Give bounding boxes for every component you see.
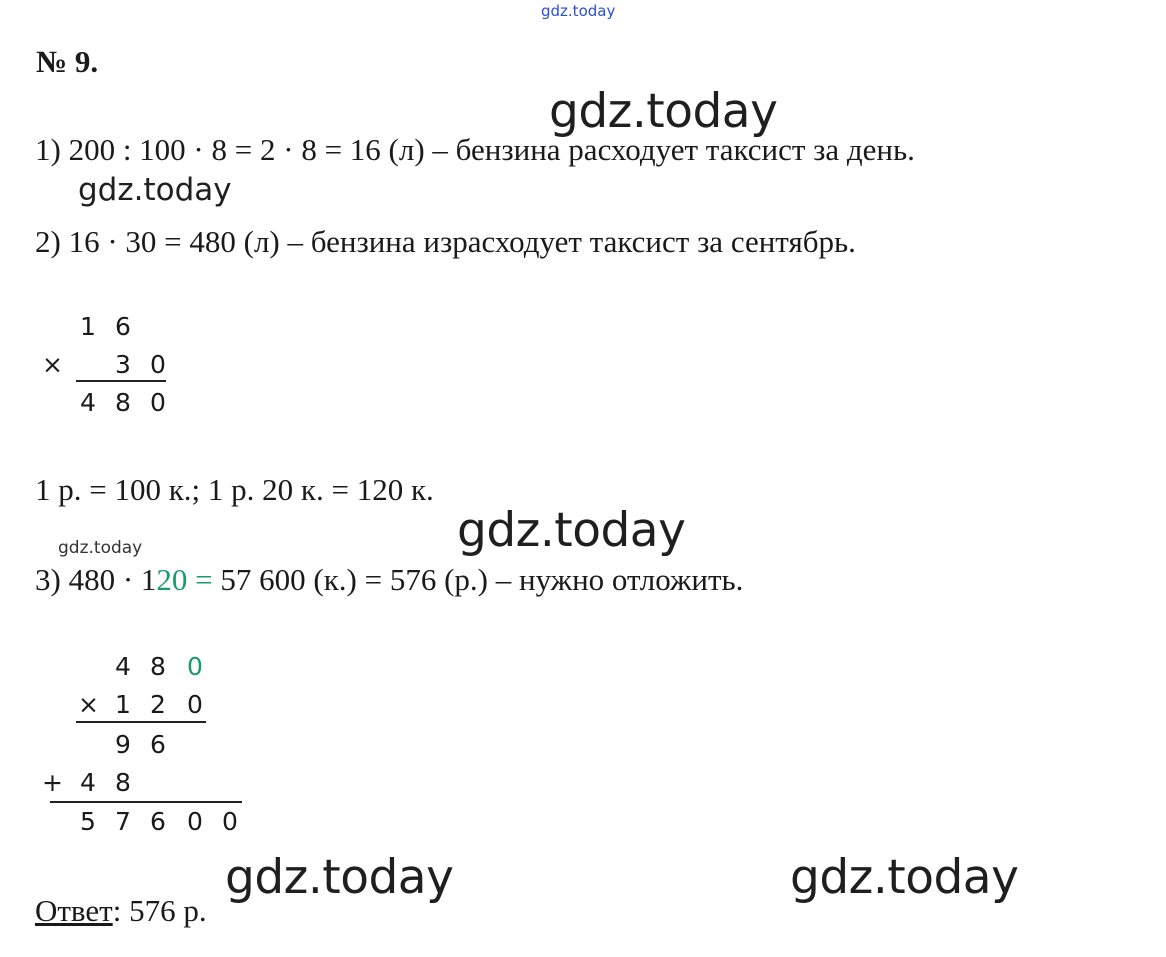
calc2-result-digit: 0	[222, 807, 238, 836]
calc2-digit: 8	[150, 652, 166, 681]
solution-step-2: 2) 16 · 30 = 480 (л) – бензина израсходует таксист за сентябрь.	[35, 224, 856, 259]
answer-value: : 576 р.	[112, 893, 207, 928]
calc1-digit: 1	[80, 312, 96, 341]
step3-part1: 3) 480 · 1	[35, 562, 157, 597]
calc2-partial-digit: 6	[150, 730, 166, 759]
calc1-result-digit: 4	[80, 388, 96, 417]
calc1-rule	[76, 380, 166, 382]
calc1-digit: 6	[115, 312, 131, 341]
calc2-digit: 2	[150, 690, 166, 719]
solution-step-1: 1) 200 : 100 · 8 = 2 · 8 = 16 (л) – бензина расходует таксист за день.	[35, 132, 915, 167]
problem-number: № 9.	[36, 44, 99, 79]
calc1-digit: 3	[115, 350, 131, 379]
watermark-top: gdz.today	[541, 2, 616, 20]
watermark-medium: gdz.today	[78, 172, 232, 208]
calc2-partial-digit: 4	[80, 768, 96, 797]
calc2-digit: 0	[187, 690, 203, 719]
watermark-small: gdz.today	[58, 538, 143, 558]
calc1-result-digit: 8	[115, 388, 131, 417]
answer	[35, 893, 207, 929]
calc1-result-digit: 0	[150, 388, 166, 417]
calc2-rule-2	[50, 801, 242, 803]
calc2-result-digit: 5	[80, 807, 96, 836]
watermark-large-2: gdz.today	[457, 503, 686, 558]
calc2-digit: 0	[187, 652, 203, 681]
unit-conversion: 1 р. = 100 к.; 1 р. 20 к. = 120 к.	[35, 472, 434, 507]
calc2-partial-digit: 8	[115, 768, 131, 797]
watermark-large-4: gdz.today	[790, 850, 1019, 905]
calc2-digit: 4	[115, 652, 131, 681]
solution-step-3	[35, 562, 743, 598]
calc2-result-digit: 0	[187, 807, 203, 836]
calc2-rule-1	[76, 721, 206, 723]
calc2-digit: 1	[115, 690, 131, 719]
calc2-partial-digit: 9	[115, 730, 131, 759]
answer-label: Ответ	[35, 893, 113, 928]
multiply-sign: ×	[78, 690, 99, 719]
calc2-result-digit: 6	[150, 807, 166, 836]
watermark-large-1: gdz.today	[549, 84, 778, 139]
step3-part3: 57 600 (к.) = 576 (р.) – нужно отложить.	[220, 562, 744, 597]
add-sign: +	[42, 768, 63, 797]
multiply-sign: ×	[42, 350, 63, 379]
watermark-large-3: gdz.today	[225, 850, 454, 905]
step3-highlight: 20 =	[156, 562, 221, 597]
calc1-digit: 0	[150, 350, 166, 379]
calc2-result-digit: 7	[115, 807, 131, 836]
